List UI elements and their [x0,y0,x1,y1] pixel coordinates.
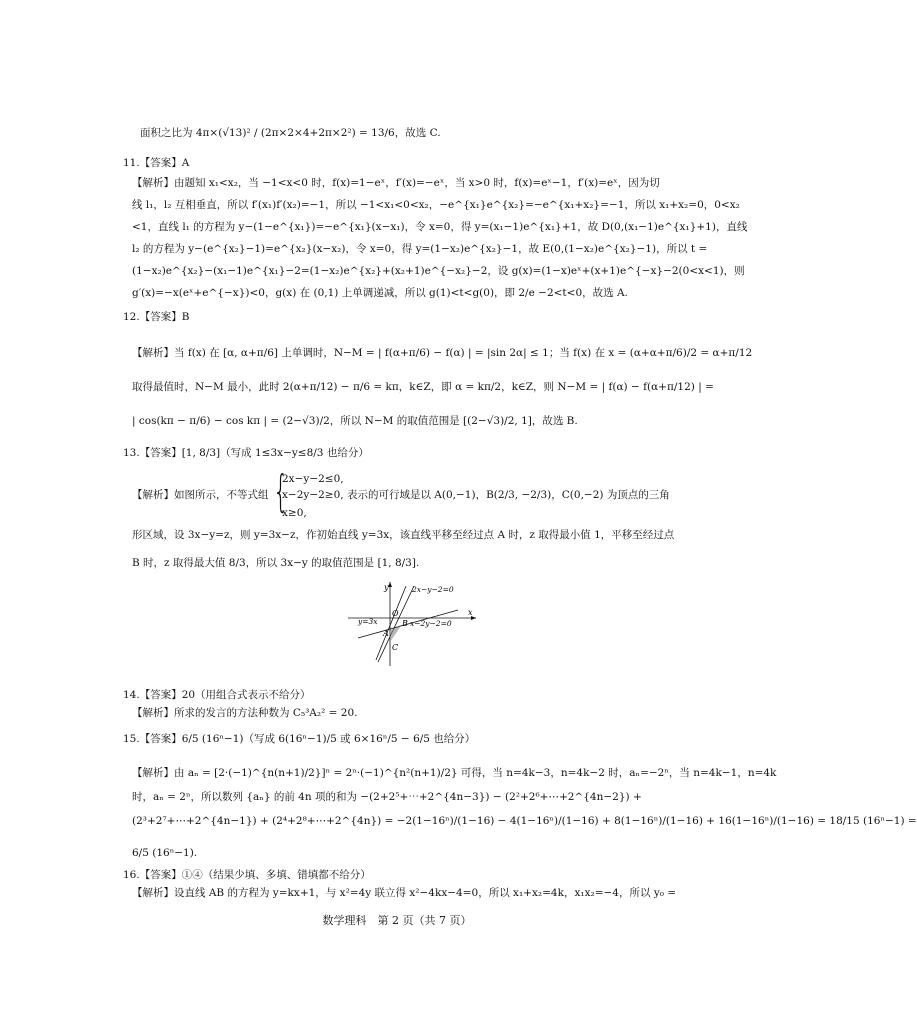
q14-analysis: 【解析】所求的发言的方法种数为 C₅³A₂² = 20. [132,707,358,719]
area-ratio-line: 面积之比为 4π×(√13)² / (2π×2×4+2π×2²) = 13/6，故选 C. [140,127,441,139]
q12-analysis-3: | cos(kπ − π/6) − cos kπ | = (2−√3)/2，所以 N−M 的取值范围是 [(2−√3)/2, 1]，故选 B. [132,415,578,427]
q13-analysis-3: B 时，z 取得最大值 8/3，所以 3x−y 的取值范围是 [1, 8/3]. [132,557,420,569]
q13-system-intro: 【解析】如图所示，不等式组 [132,489,269,501]
q16-analysis: 【解析】设直线 AB 的方程为 y=kx+1，与 x²=4y 联立得 x²−4kx−4=0，所以 x₁+x₂=4k，x₁x₂=−4，所以 y₀ = [132,887,677,899]
q11-analysis-6: g′(x)=−x(eˣ+e^{−x})<0，g(x) 在 (0,1) 上单调递减，所以 g(1)<t<g(0)，即 2/e −2<t<0，故选 A. [132,287,628,299]
label-c: C [392,643,399,652]
q11-analysis-5: (1−x₂)e^{x₂}−(x₁−1)e^{x₁}−2=(1−x₂)e^{x₂}+(x₂+1)e^{−x₂}−2，设 g(x)=(1−x)eˣ+(x+1)e^{−x}−2(0<x<1)，则 [132,265,745,277]
feasible-region-figure [348,580,478,668]
label-b: B [402,619,408,628]
q13-ineq-2: x−2y−2≥0, 表示的可行域是以 A(0,−1)，B(2/3, −2/3)，C(0,−2) 为顶点的三角 [282,489,670,501]
label-line1: 2x−y−2=0 [412,585,454,594]
q15-analysis-3: (2³+2⁷+⋯+2^{4n−1}) + (2⁴+2⁸+⋯+2^{4n}) = −2(1−16ⁿ)/(1−16) − 4(1−16ⁿ)/(1−16) + 8(1−16ⁿ)/(1−16) + 16(1−16ⁿ)/(1−16) = 18/15 (16ⁿ−1) = [132,815,917,827]
label-a: A [383,629,389,638]
q11-answer: 11.【答案】A [123,157,190,169]
q13-answer: 13.【答案】[1, 8/3]（写成 1≤3x−y≤8/3 也给分） [123,447,369,459]
q12-analysis-1: 【解析】当 f(x) 在 [α, α+π/6] 上单调时，N−M = | f(α+π/6) − f(α) | = |sin 2α| ≤ 1；当 f(x) 在 x = (α+α+π/6)/2 = α+π/12 [132,347,753,359]
q15-analysis-2: 时，aₙ = 2ⁿ，所以数列 {aₙ} 的前 4n 项的和为 −(2+2⁵+⋯+2^{4n−3}) − (2²+2⁶+⋯+2^{4n−2}) + [132,791,642,803]
q15-analysis-1: 【解析】由 aₙ = [2·(−1)^{n(n+1)/2}]ⁿ = 2ⁿ·(−1)^{n²(n+1)/2} 可得，当 n=4k−3，n=4k−2 时，aₙ=−2ⁿ，当 n=4k−1，n=4k [132,767,777,779]
label-line3: y=3x [358,617,378,626]
q16-answer: 16.【答案】①④（结果少填、多填、错填都不给分） [123,869,371,881]
q15-answer: 15.【答案】6/5 (16ⁿ−1)（写成 6(16ⁿ−1)/5 或 6×16ⁿ/5 − 6/5 也给分） [123,733,476,745]
page-footer: 数学理科 第 2 页（共 7 页） [322,914,472,927]
q11-analysis-3: <1，直线 l₁ 的方程为 y−(1−e^{x₁})=−e^{x₁}(x−x₁)，令 x=0，得 y=(x₁−1)e^{x₁}+1，故 D(0,(x₁−1)e^{x₁}+1)，直线 [132,221,748,233]
q12-analysis-2: 取得最值时，N−M 最小，此时 2(α+π/12) − π/6 = kπ，k∈Z，即 α = kπ/2，k∈Z，则 N−M = | f(α) − f(α+π/12) | = [132,381,714,393]
q11-analysis-2: 线 l₁，l₂ 互相垂直，所以 f′(x₁)f′(x₂)=−1，所以 −1<x₁<0<x₂，−e^{x₁}e^{x₂}=−e^{x₁+x₂}=−1，所以 x₁+x₂=0，0<x₂ [132,199,740,211]
q12-answer: 12.【答案】B [123,311,190,323]
q11-analysis-1: 【解析】由题知 x₁<x₂，当 −1<x<0 时，f(x)=1−eˣ，f′(x)=−eˣ，当 x>0 时，f(x)=eˣ−1，f′(x)=eˣ，因为切 [132,177,660,189]
q13-analysis-2: 形区域，设 3x−y=z，则 y=3x−z，作初始直线 y=3x，该直线平移至经过点 A 时，z 取得最小值 1，平移至经过点 [132,529,675,541]
q11-analysis-4: l₂ 的方程为 y−(e^{x₂}−1)=e^{x₂}(x−x₂)，令 x=0，得 y=(1−x₂)e^{x₂}−1，故 E(0,(1−x₂)e^{x₂}−1)，所以 t = [132,243,708,255]
label-line2: x−2y−2=0 [410,619,452,628]
q14-answer: 14.【答案】20（用组合式表示不给分） [123,689,311,701]
q13-ineq-1: 2x−y−2≤0, [282,473,344,485]
system-brace: { [273,466,289,517]
q13-ineq-3: x≥0, [282,507,307,519]
label-x: x [468,608,473,617]
q15-analysis-4: 6/5 (16ⁿ−1). [132,847,198,859]
y-axis-arrow [388,582,392,587]
label-o: O [392,609,399,618]
label-y: y [384,583,389,592]
